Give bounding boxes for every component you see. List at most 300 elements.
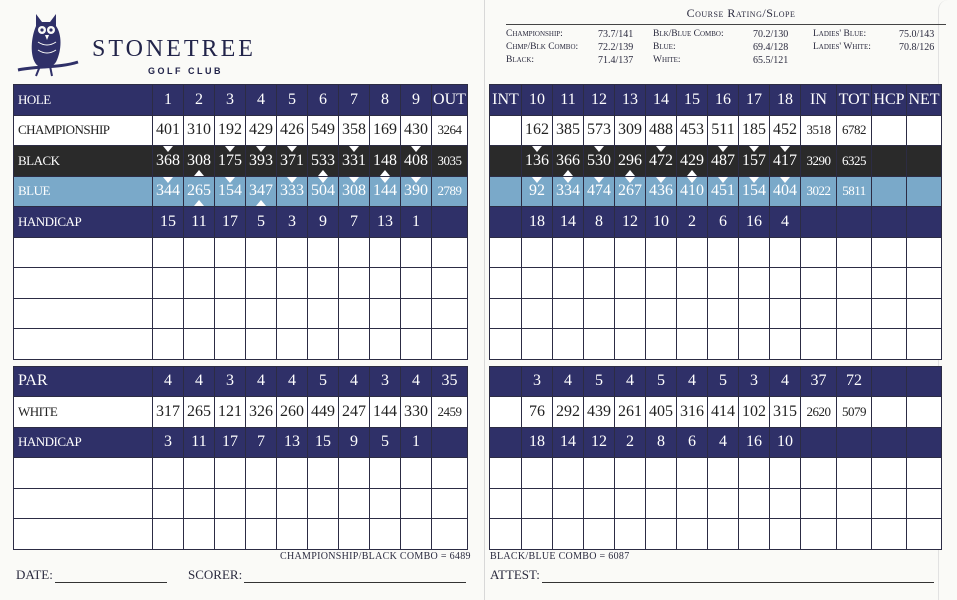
score-cell[interactable] (215, 268, 246, 299)
score-cell[interactable] (677, 268, 708, 299)
score-cell (907, 146, 942, 177)
score-cell[interactable] (432, 488, 468, 519)
row-label[interactable] (14, 237, 153, 268)
score-cell: 136 (522, 146, 553, 177)
table-row (14, 488, 468, 519)
rating-value: 70.8/126 (899, 42, 935, 53)
score-cell: 292 (553, 397, 584, 428)
score-cell[interactable] (646, 458, 677, 489)
score-cell: TOT (837, 85, 872, 116)
tee-marker-icon (563, 177, 573, 183)
score-cell (490, 366, 522, 397)
score-cell[interactable] (907, 237, 942, 268)
score-cell[interactable] (490, 237, 522, 268)
score-cell[interactable] (677, 329, 708, 360)
score-cell: 14 (646, 85, 677, 116)
score-cell: 11 (184, 207, 215, 238)
score-cell[interactable] (215, 519, 246, 550)
score-cell[interactable] (708, 458, 739, 489)
score-cell: 4 (553, 366, 584, 397)
score-cell: 487 (708, 146, 739, 177)
score-cell[interactable] (708, 519, 739, 550)
score-cell[interactable] (153, 268, 184, 299)
tee-marker-icon (687, 170, 697, 176)
score-cell[interactable] (801, 458, 837, 489)
score-cell[interactable] (907, 488, 942, 519)
score-cell[interactable] (615, 237, 646, 268)
attest-line[interactable] (542, 581, 934, 583)
score-cell: 192 (215, 115, 246, 146)
score-cell: 511 (708, 115, 739, 146)
score-cell[interactable] (907, 397, 942, 428)
row-label[interactable] (14, 329, 153, 360)
score-cell[interactable] (184, 329, 215, 360)
score-cell: 3 (522, 366, 553, 397)
score-cell[interactable] (553, 298, 584, 329)
score-cell[interactable] (553, 519, 584, 550)
score-cell[interactable] (277, 268, 308, 299)
table-row (14, 519, 468, 550)
score-cell[interactable] (522, 329, 553, 360)
score-cell: 439 (584, 397, 615, 428)
score-cell[interactable] (739, 268, 770, 299)
table-row (490, 176, 942, 207)
score-cell: 121 (215, 397, 246, 428)
date-field[interactable] (16, 567, 167, 583)
rating-name: Blue: (653, 42, 676, 52)
score-cell[interactable] (522, 458, 553, 489)
score-cell[interactable] (837, 488, 872, 519)
score-cell[interactable] (584, 519, 615, 550)
score-cell[interactable] (308, 329, 339, 360)
score-cell[interactable] (615, 458, 646, 489)
score-cell: 14 (553, 207, 584, 238)
front-combo-note: CHAMPIONSHIP/BLACK COMBO = 6489 (280, 551, 471, 562)
score-cell[interactable] (401, 458, 432, 489)
score-cell: 7 (246, 427, 277, 458)
score-cell[interactable] (184, 488, 215, 519)
score-cell[interactable] (432, 237, 468, 268)
score-cell[interactable] (490, 268, 522, 299)
score-cell[interactable] (401, 268, 432, 299)
score-cell[interactable] (215, 488, 246, 519)
score-cell: 4 (401, 366, 432, 397)
score-cell: 530 (584, 146, 615, 177)
score-cell[interactable] (615, 519, 646, 550)
score-cell: 474 (584, 176, 615, 207)
score-cell[interactable] (432, 519, 468, 550)
score-cell[interactable] (770, 298, 801, 329)
score-cell: 317 (153, 397, 184, 428)
score-cell[interactable] (677, 458, 708, 489)
table-row (14, 176, 468, 207)
score-cell[interactable] (739, 329, 770, 360)
score-cell[interactable] (401, 298, 432, 329)
score-cell[interactable] (308, 488, 339, 519)
score-cell[interactable] (153, 488, 184, 519)
score-cell[interactable] (277, 458, 308, 489)
score-cell[interactable] (770, 519, 801, 550)
score-cell: 10 (770, 427, 801, 458)
score-cell[interactable] (184, 519, 215, 550)
score-cell: 4 (615, 366, 646, 397)
score-cell[interactable] (490, 458, 522, 489)
score-cell[interactable] (677, 519, 708, 550)
score-cell[interactable] (308, 298, 339, 329)
tee-marker-icon (225, 177, 235, 183)
score-cell: 37 (801, 366, 837, 397)
score-cell (872, 366, 907, 397)
rating-name: Black: (506, 55, 535, 65)
score-cell[interactable] (490, 298, 522, 329)
score-cell[interactable] (646, 298, 677, 329)
score-cell[interactable] (308, 458, 339, 489)
score-cell: 7 (339, 207, 370, 238)
score-cell: 15 (153, 207, 184, 238)
score-cell: 4 (770, 207, 801, 238)
tee-marker-icon (256, 200, 266, 206)
score-cell[interactable] (246, 329, 277, 360)
score-cell: 4 (339, 366, 370, 397)
score-cell: 13 (277, 427, 308, 458)
table-row (14, 207, 468, 238)
score-cell[interactable] (646, 329, 677, 360)
rating-name: Championship: (506, 29, 563, 39)
tee-marker-icon (411, 177, 421, 183)
score-cell[interactable] (308, 519, 339, 550)
table-row (14, 329, 468, 360)
score-cell[interactable] (215, 237, 246, 268)
tee-marker-icon (718, 146, 728, 152)
score-cell[interactable] (872, 397, 907, 428)
score-cell: 2459 (432, 397, 468, 428)
score-cell[interactable] (432, 458, 468, 489)
rating-value: 70.2/130 (753, 29, 789, 40)
score-cell[interactable] (907, 268, 942, 299)
score-cell: 334 (553, 176, 584, 207)
score-cell[interactable] (872, 329, 907, 360)
score-cell: 144 (370, 176, 401, 207)
score-cell[interactable] (907, 519, 942, 550)
score-cell: 12 (615, 207, 646, 238)
score-cell[interactable] (553, 329, 584, 360)
score-cell[interactable] (215, 298, 246, 329)
row-label: CHAMPIONSHIP (14, 115, 153, 146)
tee-marker-icon (318, 177, 328, 183)
score-cell[interactable] (770, 268, 801, 299)
score-cell[interactable] (339, 237, 370, 268)
score-cell[interactable] (584, 488, 615, 519)
score-cell[interactable] (308, 268, 339, 299)
score-cell[interactable] (801, 237, 837, 268)
score-cell: 330 (401, 397, 432, 428)
score-cell[interactable] (770, 458, 801, 489)
score-cell[interactable] (401, 237, 432, 268)
tee-marker-icon (625, 177, 635, 183)
score-cell[interactable] (339, 298, 370, 329)
score-cell: 6782 (837, 115, 872, 146)
score-cell[interactable] (246, 298, 277, 329)
row-label[interactable] (14, 519, 153, 550)
row-label: HOLE (14, 85, 153, 116)
rating-name: Chmp/Blk Combo: (506, 42, 579, 52)
score-cell[interactable] (490, 115, 522, 146)
score-cell[interactable] (153, 329, 184, 360)
tee-marker-icon (318, 170, 328, 176)
score-cell[interactable] (708, 237, 739, 268)
gap-cell (14, 359, 468, 366)
score-cell[interactable] (370, 488, 401, 519)
score-cell[interactable] (277, 237, 308, 268)
score-cell[interactable] (708, 329, 739, 360)
row-label[interactable] (14, 298, 153, 329)
score-cell[interactable] (739, 519, 770, 550)
score-cell[interactable] (837, 268, 872, 299)
score-cell[interactable] (215, 458, 246, 489)
score-cell[interactable] (401, 488, 432, 519)
score-cell[interactable] (215, 329, 246, 360)
score-cell[interactable] (770, 488, 801, 519)
score-cell[interactable] (584, 458, 615, 489)
score-cell[interactable] (801, 298, 837, 329)
score-cell: 14 (553, 427, 584, 458)
score-cell[interactable] (432, 329, 468, 360)
score-cell[interactable] (184, 298, 215, 329)
score-cell (490, 427, 522, 458)
score-cell: 4 (246, 366, 277, 397)
score-cell[interactable] (801, 268, 837, 299)
score-cell[interactable] (615, 329, 646, 360)
score-cell: 5 (646, 366, 677, 397)
score-cell[interactable] (522, 237, 553, 268)
score-cell[interactable] (370, 237, 401, 268)
score-cell[interactable] (339, 329, 370, 360)
score-cell[interactable] (370, 268, 401, 299)
score-cell[interactable] (308, 237, 339, 268)
score-cell (801, 207, 837, 238)
score-cell[interactable] (339, 458, 370, 489)
score-cell (801, 427, 837, 458)
score-cell: 18 (770, 85, 801, 116)
score-cell[interactable] (677, 298, 708, 329)
tee-marker-icon (287, 146, 297, 152)
score-cell[interactable] (801, 329, 837, 360)
date-label: DATE: (16, 567, 53, 582)
row-label[interactable] (14, 268, 153, 299)
tee-marker-icon (532, 177, 542, 183)
score-cell[interactable] (708, 298, 739, 329)
score-cell[interactable] (584, 237, 615, 268)
score-cell: 1 (401, 427, 432, 458)
score-cell[interactable] (872, 268, 907, 299)
score-cell[interactable] (553, 268, 584, 299)
score-cell[interactable] (522, 488, 553, 519)
score-cell[interactable] (246, 519, 277, 550)
score-cell: 175 (215, 146, 246, 177)
score-cell[interactable] (584, 268, 615, 299)
score-cell[interactable] (872, 519, 907, 550)
score-cell[interactable] (432, 268, 468, 299)
score-cell[interactable] (872, 298, 907, 329)
score-cell[interactable] (553, 237, 584, 268)
score-cell[interactable] (770, 237, 801, 268)
score-cell: 185 (739, 115, 770, 146)
score-cell[interactable] (553, 488, 584, 519)
score-cell[interactable] (708, 268, 739, 299)
date-line[interactable] (55, 581, 167, 583)
score-cell[interactable] (401, 519, 432, 550)
score-cell[interactable] (837, 329, 872, 360)
score-cell[interactable] (246, 458, 277, 489)
score-cell[interactable] (837, 458, 872, 489)
tee-marker-icon (718, 177, 728, 183)
tee-marker-icon (594, 177, 604, 183)
score-cell[interactable] (490, 488, 522, 519)
score-cell[interactable] (277, 519, 308, 550)
score-cell[interactable] (490, 397, 522, 428)
score-cell[interactable] (646, 488, 677, 519)
score-cell[interactable] (801, 519, 837, 550)
score-cell[interactable] (522, 268, 553, 299)
score-cell[interactable] (246, 488, 277, 519)
table-row (490, 458, 942, 489)
score-cell[interactable] (490, 329, 522, 360)
score-cell[interactable] (153, 458, 184, 489)
tee-marker-icon (163, 146, 173, 152)
score-cell: 429 (677, 146, 708, 177)
score-cell[interactable] (646, 519, 677, 550)
score-cell (872, 146, 907, 177)
score-cell[interactable] (837, 519, 872, 550)
score-cell (872, 207, 907, 238)
score-cell[interactable] (277, 488, 308, 519)
score-cell: 17 (215, 427, 246, 458)
score-cell[interactable] (646, 268, 677, 299)
table-row (490, 268, 942, 299)
score-cell: 2 (615, 427, 646, 458)
score-cell[interactable] (837, 237, 872, 268)
table-row (490, 298, 942, 329)
score-cell[interactable] (153, 298, 184, 329)
score-cell[interactable] (739, 458, 770, 489)
score-cell: 533 (308, 146, 339, 177)
tee-marker-icon (780, 177, 790, 183)
score-cell: 4 (708, 427, 739, 458)
score-cell: 5811 (837, 176, 872, 207)
score-cell[interactable] (872, 458, 907, 489)
score-cell: 453 (677, 115, 708, 146)
score-cell[interactable] (522, 298, 553, 329)
score-cell[interactable] (584, 298, 615, 329)
score-cell[interactable] (184, 268, 215, 299)
score-cell[interactable] (401, 329, 432, 360)
score-cell[interactable] (907, 329, 942, 360)
score-cell[interactable] (339, 488, 370, 519)
score-cell[interactable] (801, 488, 837, 519)
score-cell[interactable] (370, 519, 401, 550)
score-cell[interactable] (522, 519, 553, 550)
score-cell[interactable] (432, 298, 468, 329)
score-cell[interactable] (370, 298, 401, 329)
score-cell[interactable] (872, 488, 907, 519)
scorer-line[interactable] (244, 581, 466, 583)
score-cell[interactable] (907, 115, 942, 146)
score-cell: 315 (770, 397, 801, 428)
score-cell[interactable] (184, 237, 215, 268)
score-cell: 390 (401, 176, 432, 207)
score-cell[interactable] (615, 268, 646, 299)
score-cell[interactable] (646, 237, 677, 268)
score-cell: 5 (370, 427, 401, 458)
score-cell: 429 (246, 115, 277, 146)
scorer-field[interactable] (188, 567, 466, 583)
table-row (14, 115, 468, 146)
score-cell[interactable] (872, 237, 907, 268)
score-cell[interactable] (246, 237, 277, 268)
score-cell[interactable] (246, 268, 277, 299)
score-cell[interactable] (184, 458, 215, 489)
score-cell[interactable] (677, 488, 708, 519)
score-cell: 296 (615, 146, 646, 177)
score-cell[interactable] (370, 458, 401, 489)
score-cell[interactable] (339, 268, 370, 299)
tee-marker-icon (563, 170, 573, 176)
score-cell[interactable] (739, 237, 770, 268)
score-cell[interactable] (553, 458, 584, 489)
score-cell: 405 (646, 397, 677, 428)
score-cell[interactable] (837, 298, 872, 329)
attest-field[interactable] (490, 567, 934, 583)
score-cell[interactable] (615, 298, 646, 329)
score-cell[interactable] (339, 519, 370, 550)
score-cell[interactable] (584, 329, 615, 360)
rating-name: Ladies' Blue: (813, 29, 867, 39)
score-cell[interactable] (770, 329, 801, 360)
score-cell: 16 (739, 427, 770, 458)
score-cell: 472 (646, 146, 677, 177)
score-cell[interactable] (872, 115, 907, 146)
score-cell[interactable] (370, 329, 401, 360)
score-cell: 5 (277, 85, 308, 116)
score-cell: 12 (584, 427, 615, 458)
score-cell[interactable] (277, 298, 308, 329)
score-cell[interactable] (153, 237, 184, 268)
score-cell[interactable] (490, 519, 522, 550)
score-cell: 3 (215, 85, 246, 116)
score-cell[interactable] (907, 458, 942, 489)
tee-marker-icon (287, 177, 297, 183)
score-cell[interactable] (615, 488, 646, 519)
score-cell[interactable] (277, 329, 308, 360)
row-label: HANDICAP (14, 207, 153, 238)
score-cell[interactable] (739, 488, 770, 519)
score-cell (872, 427, 907, 458)
table-row (14, 366, 468, 397)
score-cell[interactable] (907, 298, 942, 329)
score-cell (837, 427, 872, 458)
score-cell: 308 (339, 176, 370, 207)
score-cell[interactable] (708, 488, 739, 519)
row-label[interactable] (14, 488, 153, 519)
row-label[interactable] (14, 458, 153, 489)
score-cell[interactable] (677, 237, 708, 268)
rating-name: Ladies' White: (813, 42, 871, 52)
score-cell[interactable] (153, 519, 184, 550)
score-cell[interactable] (739, 298, 770, 329)
score-cell: 2620 (801, 397, 837, 428)
score-cell: 144 (370, 397, 401, 428)
score-cell: 154 (215, 176, 246, 207)
